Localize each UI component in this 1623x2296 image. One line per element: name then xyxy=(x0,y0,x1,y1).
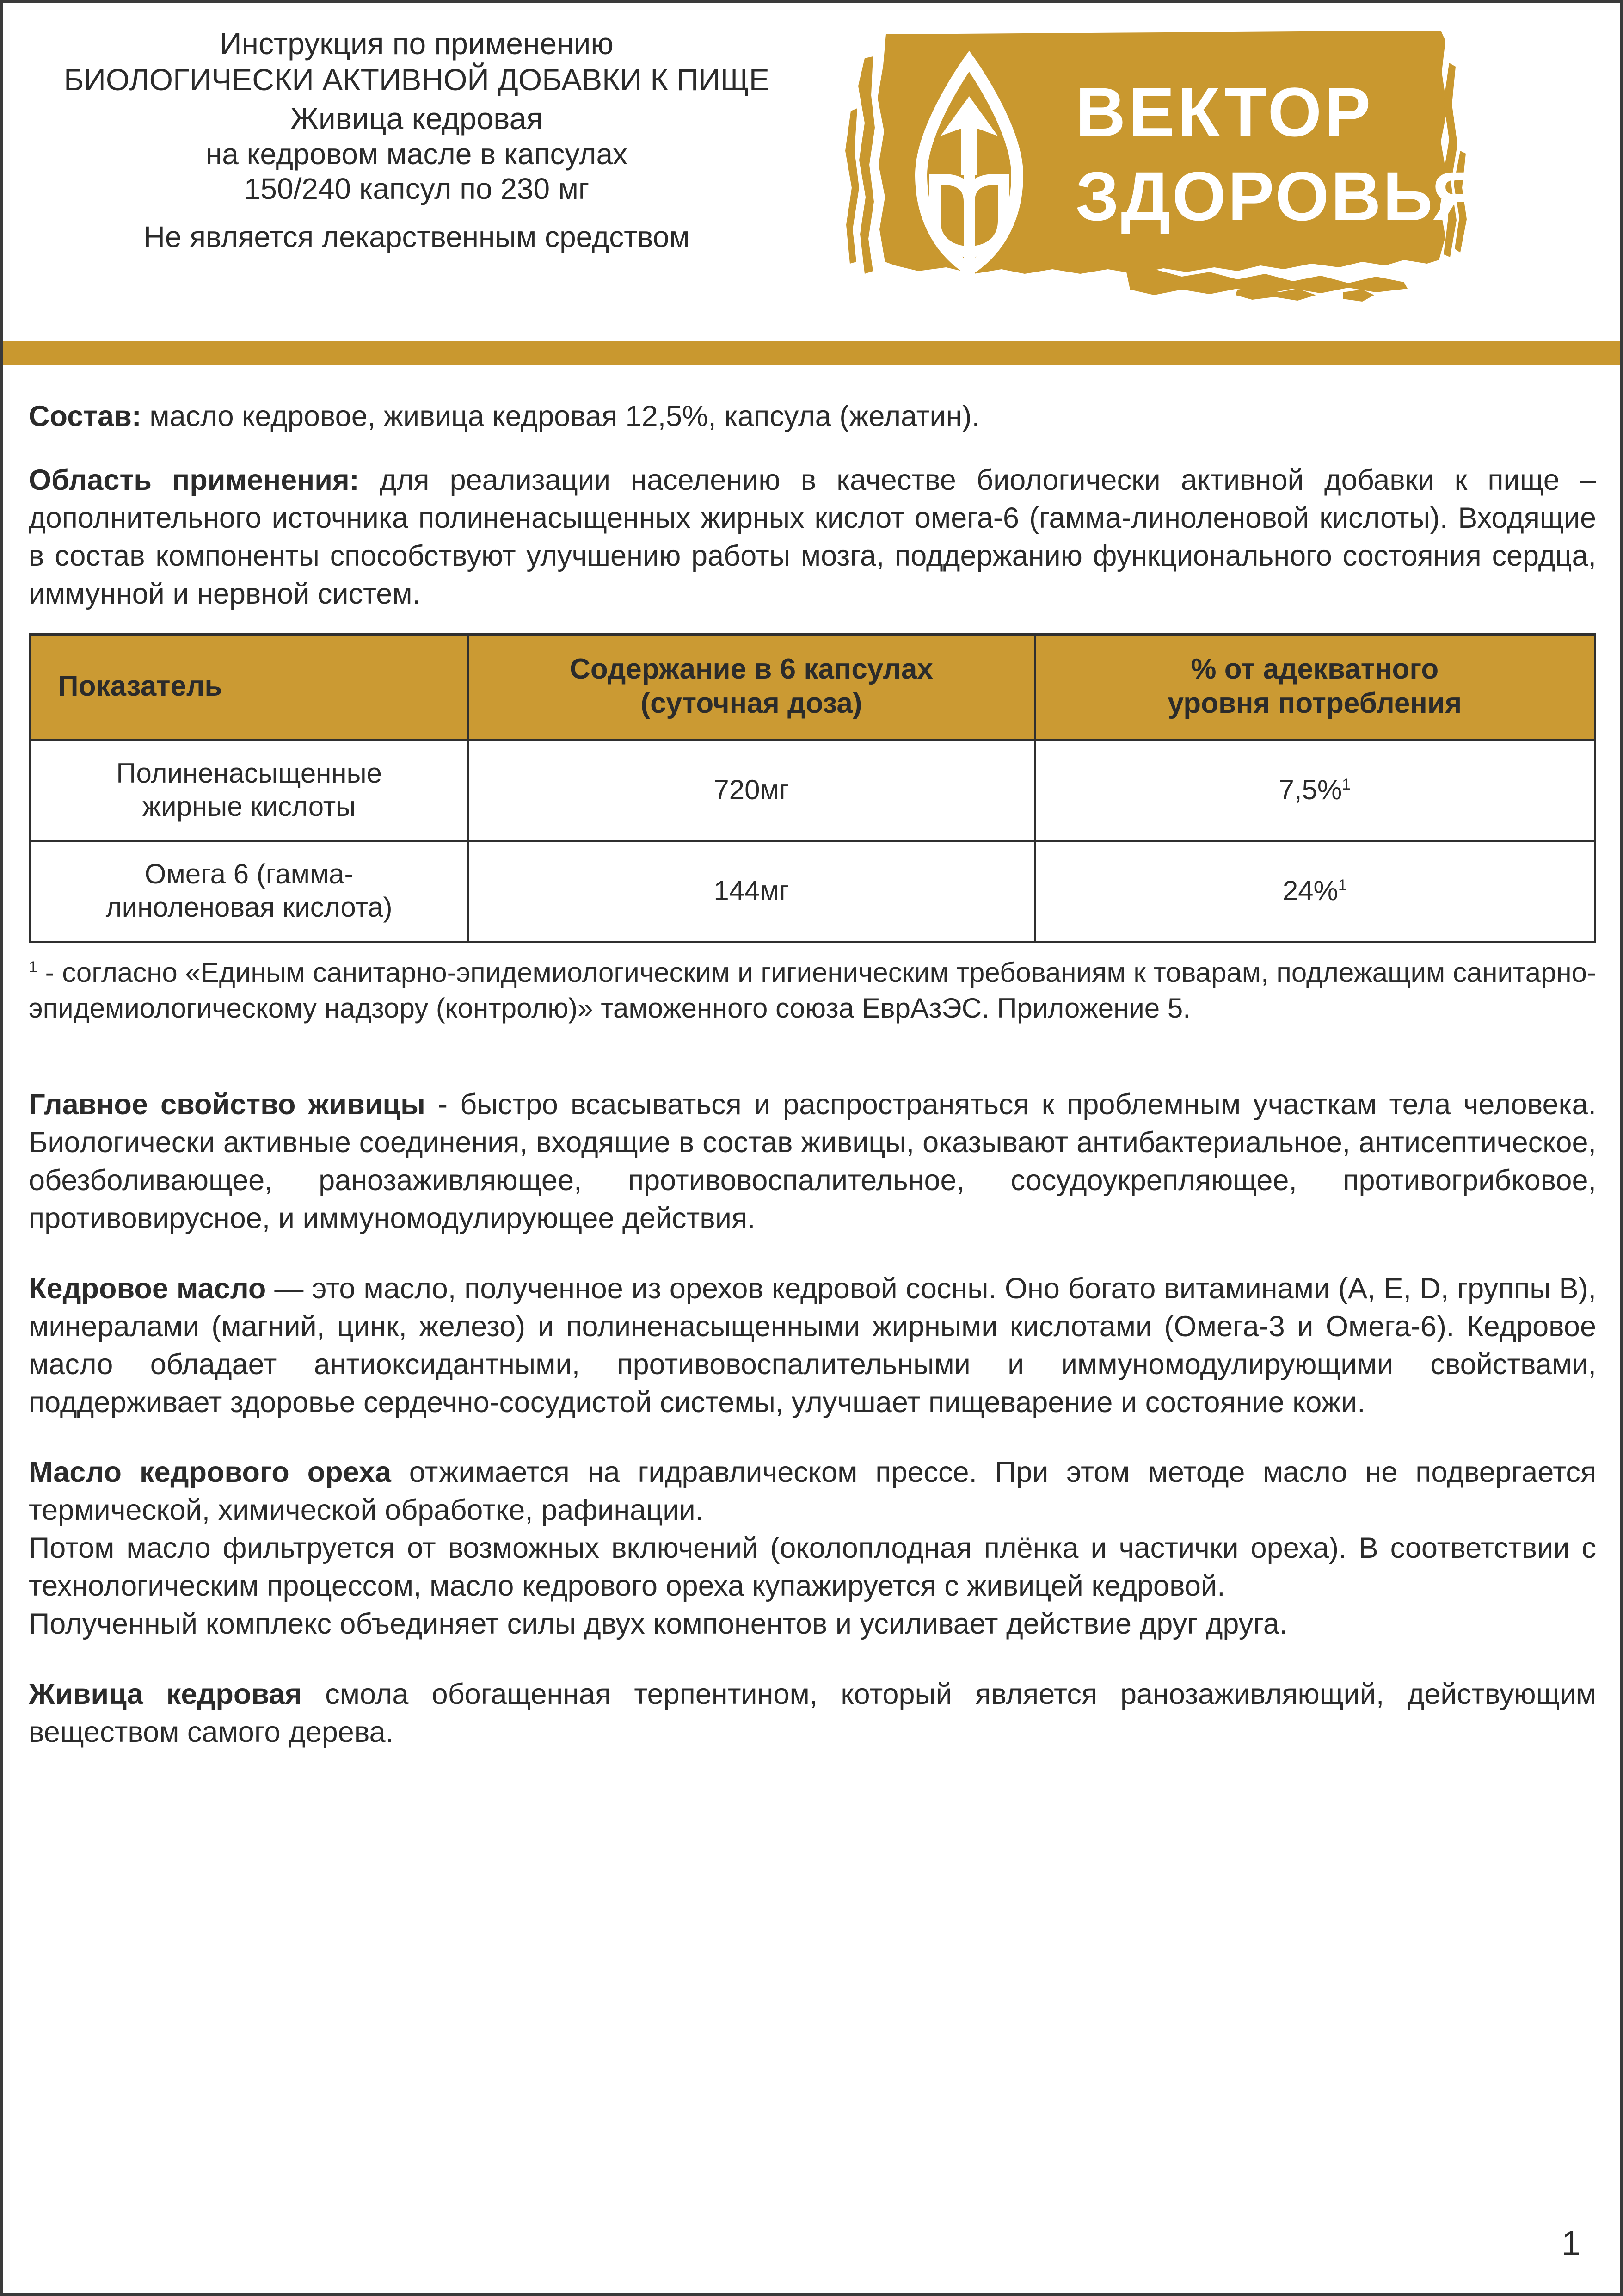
resin-text: смола обогащенная терпентином, который является ранозаживляющий, действующим веществом самого дерева. xyxy=(29,1678,1596,1748)
brand-logo xyxy=(830,12,1580,308)
cell-percent-value: 7,5% xyxy=(1279,774,1342,805)
resin-label: Живица кедровая xyxy=(29,1678,302,1710)
cell-percent-value: 24% xyxy=(1282,875,1338,906)
cell-amount-value: 144мг xyxy=(713,875,789,906)
cell-percent-footnote-mark: 1 xyxy=(1342,775,1351,793)
nut-oil-label: Масло кедрового ореха xyxy=(29,1456,391,1489)
scope-text: для реализации населению в качестве биологически активной добавки к пище – дополнительного источника полиненасыщенных жирных кислот омега-6 (гамма-линоленовой кислоты). Входящие в состав компоненты способствуют улучшению работы мозга, поддержанию функционального состояния сердца, иммунной и нервной систем. xyxy=(29,463,1596,610)
brand-name-line2: ЗДОРОВЬЯ xyxy=(1076,157,1484,235)
composition-paragraph xyxy=(29,398,1596,436)
nut-oil-paragraph-1 xyxy=(29,1454,1596,1530)
supplement-category: БИОЛОГИЧЕСКИ АКТИВНОЙ ДОБАВКИ К ПИЩЕ xyxy=(64,62,769,97)
cell-indicator-line1: Омега 6 (гамма- xyxy=(144,858,354,889)
cell-amount xyxy=(468,841,1034,942)
cedar-oil-paragraph xyxy=(29,1270,1596,1422)
cell-indicator xyxy=(30,740,468,841)
table-row xyxy=(30,841,1595,942)
cell-indicator-line2: жирные кислоты xyxy=(142,790,356,822)
column-header-percent-line2: уровня потребления xyxy=(1168,687,1462,719)
product-title-block xyxy=(3,26,830,254)
not-a-medicine-notice: Не является лекарственным средством xyxy=(143,220,690,253)
cedar-oil-text: — это масло, полученное из орехов кедровой сосны. Оно богато витаминами (А, Е, D, группы В), минералами (магний, цинк, железо) и полиненасыщенными жирными кислотами (Омега-3 и Омега-6). Кедровое масло обладает антиоксидантными, противовоспалительными и иммуномодулирующими свойствами, поддерживает здоровье сердечно-сосудистой системы, улучшает пищеварение и состояние кожи. xyxy=(29,1272,1597,1419)
brand-name-line1: ВЕКТОР xyxy=(1076,73,1374,151)
cell-indicator-line2: линоленовая кислота) xyxy=(105,891,393,923)
table-header-row xyxy=(30,635,1595,740)
product-name: Живица кедровая xyxy=(290,101,543,136)
scope-paragraph xyxy=(29,462,1596,613)
brand-logo-svg xyxy=(830,12,1580,308)
instruction-body xyxy=(3,365,1620,1752)
cell-percent xyxy=(1035,740,1595,841)
cedar-oil-label: Кедровое масло xyxy=(29,1272,266,1305)
composition-label: Состав: xyxy=(29,400,141,432)
table-row xyxy=(30,740,1595,841)
column-header-indicator-label: Показатель xyxy=(58,670,222,703)
main-property-label: Главное свойство живицы xyxy=(29,1088,425,1121)
nutrition-table xyxy=(29,633,1596,943)
cell-indicator-line1: Полиненасыщенные xyxy=(116,757,382,789)
cell-amount-value: 720мг xyxy=(713,774,789,805)
instruction-label: Инструкция по применению xyxy=(220,26,614,61)
cell-amount xyxy=(468,740,1034,841)
nut-oil-paragraph-3: Полученный комплекс объединяет силы двух компонентов и усиливает действие друг друга. xyxy=(29,1608,1288,1641)
main-property-text: - быстро всасываться и распространяться к проблемным участкам тела человека. Биологически активные соединения, входящие в состав живицы, оказывают антибактериальное, антисептическое, обезболивающее, ранозаживляющее, противовоспалительное, сосудоукрепляющее, противогрибковое, противовирусное, и иммуномодулирующее действия. xyxy=(29,1088,1596,1235)
composition-text: масло кедровое, живица кедровая 12,5%, капсула (желатин). xyxy=(141,400,980,432)
column-header-content-line1: Содержание в 6 капсулах xyxy=(570,653,933,685)
column-header-indicator xyxy=(30,635,468,740)
page-number: 1 xyxy=(1561,2224,1580,2262)
footnote-text: - согласно «Единым санитарно-эпидемиологическим и гигиеническим требованиям к товарам, подлежащим санитарно-эпидемиологическому надзору (контролю)» таможенного союза ЕврАзЭС. Приложение 5. xyxy=(29,957,1596,1024)
resin-paragraph xyxy=(29,1676,1596,1752)
nut-oil-paragraph-2: Потом масло фильтруется от возможных включений (околоплодная плёнка и частички ореха). В соответствии с технологическим процессом, масло кедрового ореха купажируется с живицей кедровой. xyxy=(29,1532,1596,1603)
cell-indicator xyxy=(30,841,468,942)
column-header-content-line2: (суточная доза) xyxy=(640,687,862,719)
column-header-percent-line1: % от адекватного xyxy=(1191,653,1439,685)
cell-percent xyxy=(1035,841,1595,942)
nut-oil-text-1: отжимается на гидравлическом прессе. При этом методе масло не подвергается термической, химической обработке, рафинации. xyxy=(29,1456,1596,1527)
scope-label: Область применения: xyxy=(29,463,359,496)
page-header xyxy=(3,3,1620,327)
product-form: на кедровом масле в капсулах xyxy=(205,137,628,171)
main-property-paragraph xyxy=(29,1086,1596,1238)
column-header-content xyxy=(468,635,1034,740)
gold-divider-bar xyxy=(3,341,1620,365)
product-quantity: 150/240 капсул по 230 мг xyxy=(244,172,590,206)
footnote-mark: 1 xyxy=(29,958,37,976)
column-header-percent xyxy=(1035,635,1595,740)
cell-percent-footnote-mark: 1 xyxy=(1338,876,1347,894)
table-footnote xyxy=(29,955,1596,1026)
